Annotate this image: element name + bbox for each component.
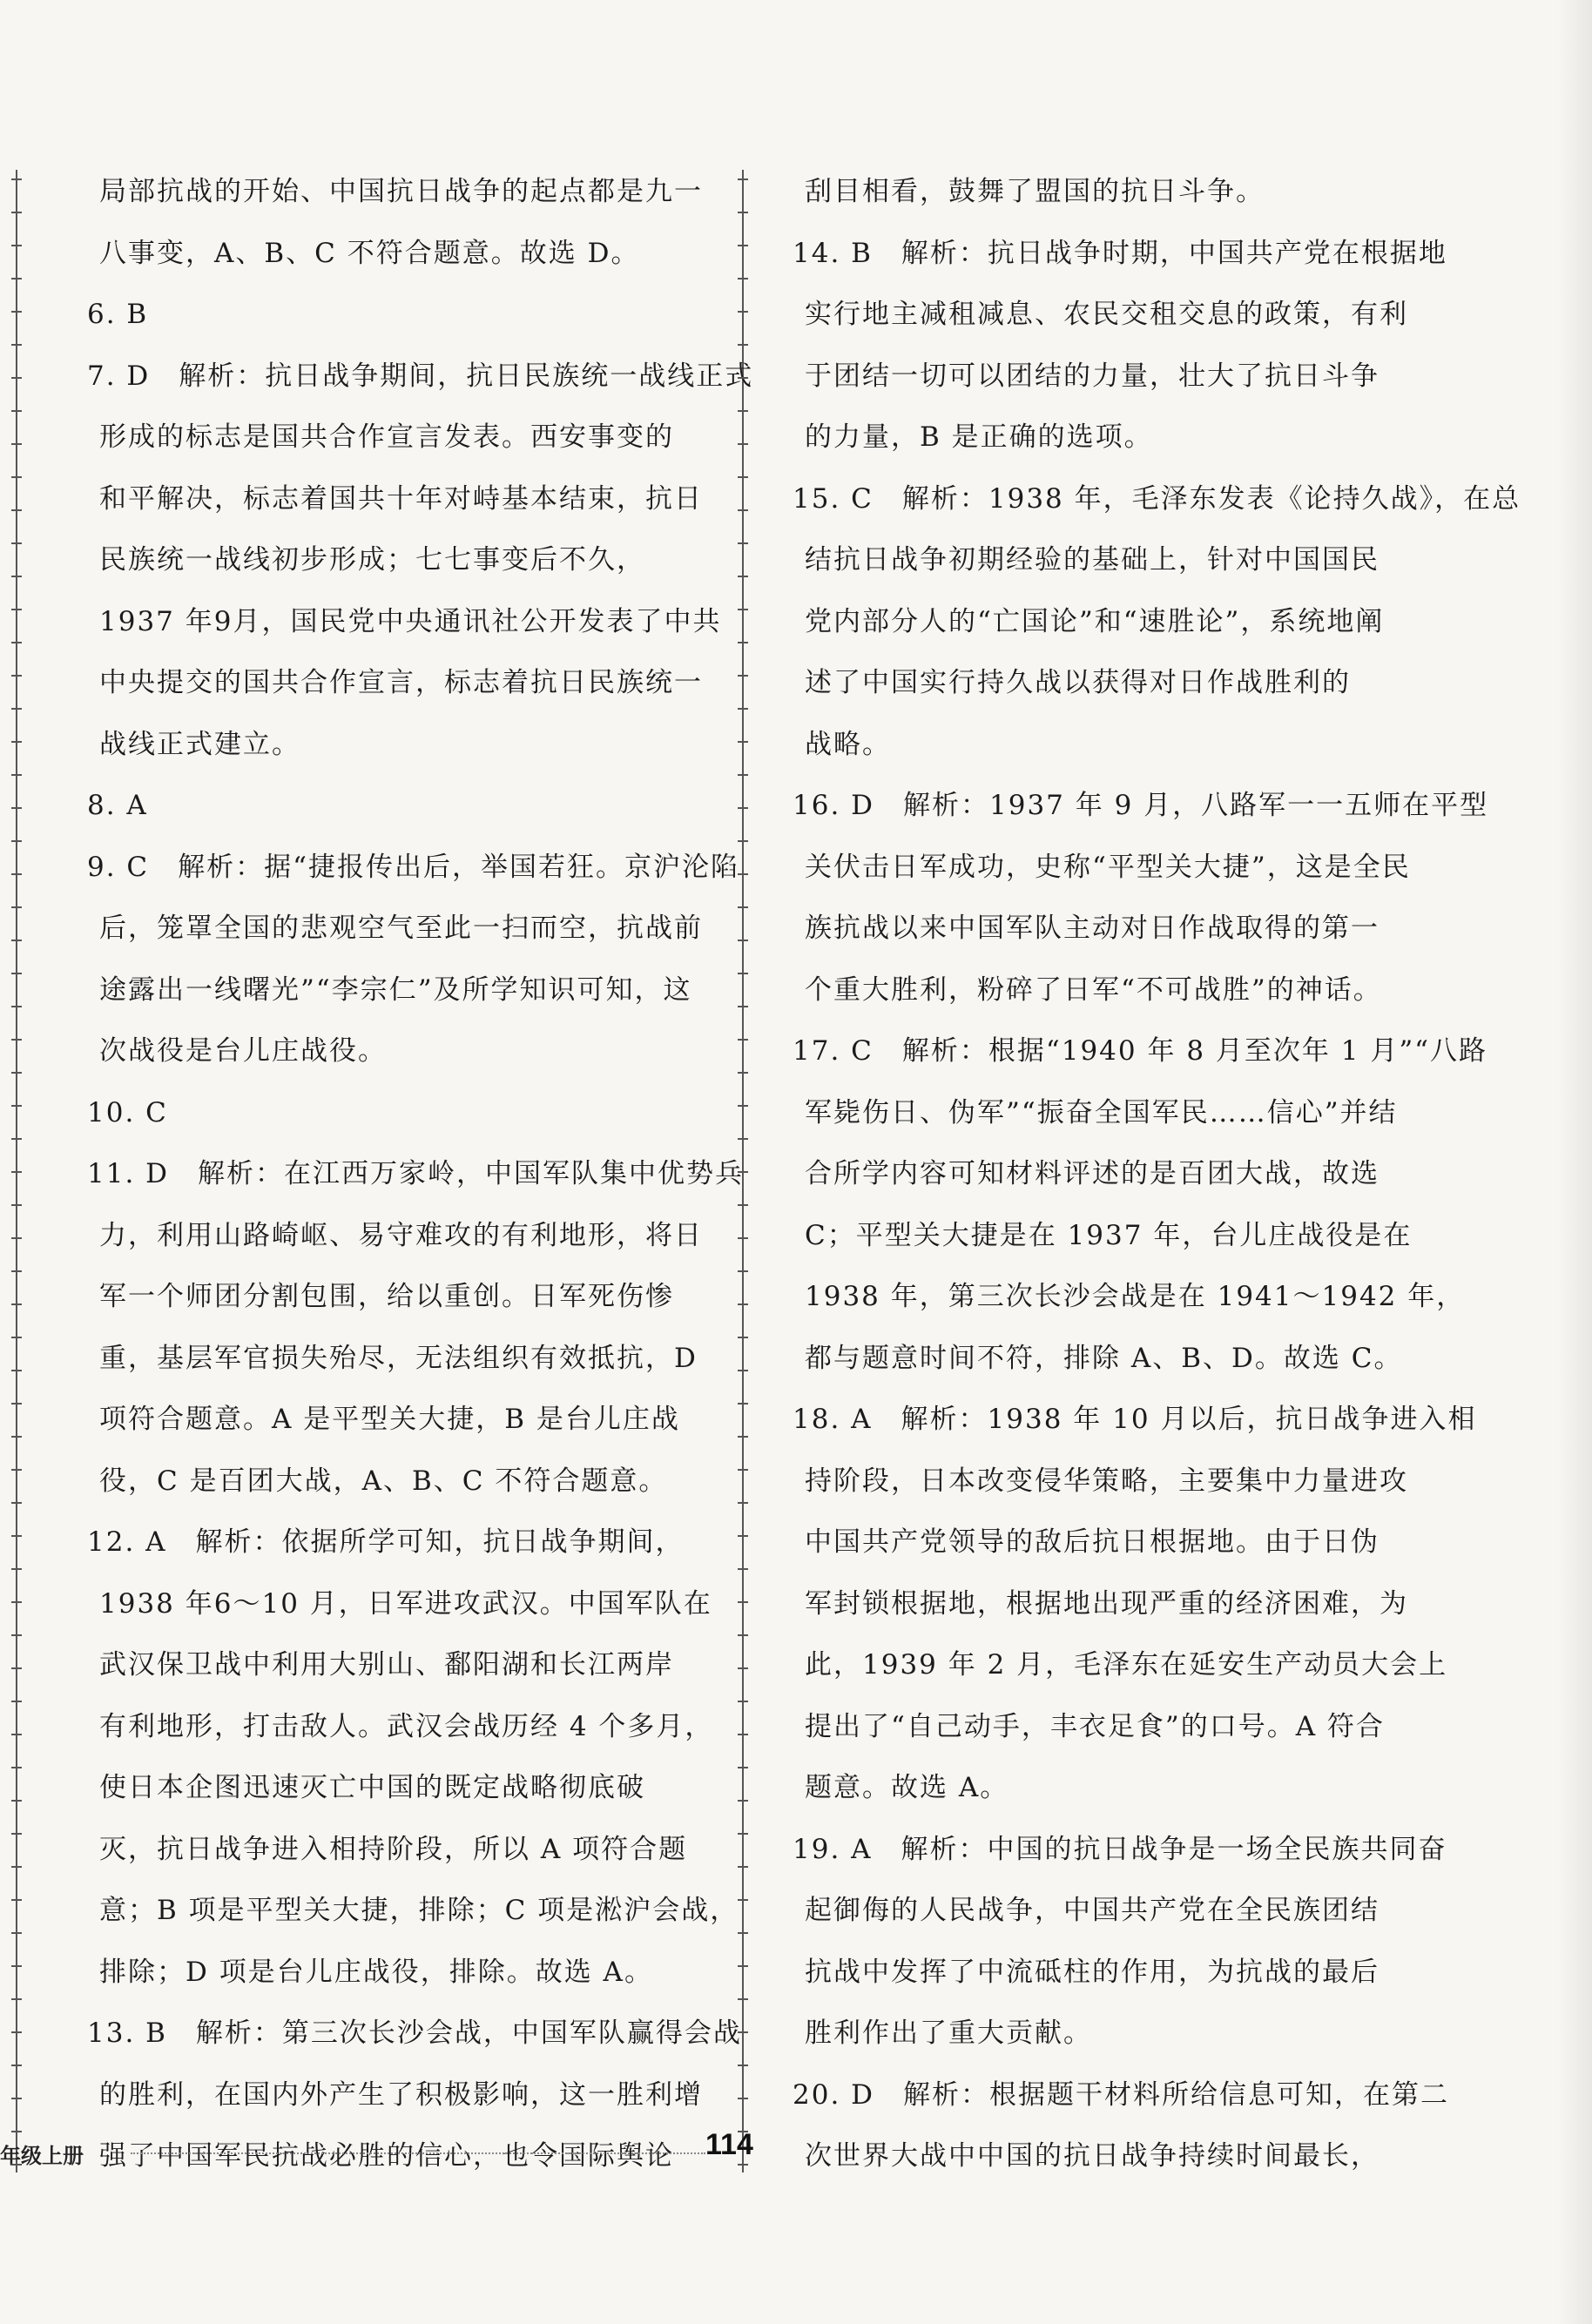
right-answer-line: 都与题意时间不符，排除 A、B、D。故选 C。 (805, 1342, 1403, 1374)
binding-tick (11, 443, 22, 445)
binding-tick (11, 708, 22, 710)
left-answer-line: 1937 年9月，国民党中央通讯社公开发表了中共 (99, 605, 722, 637)
binding-tick (11, 1767, 22, 1768)
right-answer-line: 题意。故选 A。 (805, 1772, 1009, 1803)
binding-tick (738, 2131, 748, 2132)
binding-tick (11, 642, 22, 643)
page-number: 114 (705, 2128, 753, 2161)
left-answer-line: 项符合题意。A 是平型关大捷，B 是台儿庄战 (99, 1404, 680, 1435)
binding-tick (738, 410, 748, 412)
binding-tick (738, 1072, 748, 1074)
binding-tick (11, 1469, 22, 1471)
left-answer-line: 局部抗战的开始、中国抗日战争的起点都是九一 (99, 176, 703, 207)
binding-tick (738, 973, 748, 974)
binding-tick (11, 1171, 22, 1173)
binding-tick (11, 1965, 22, 1967)
binding-tick (11, 2164, 22, 2166)
binding-tick (11, 1601, 22, 1603)
left-answer-line: 和平解决，标志着国共十年对峙基本结束，抗日 (99, 482, 703, 515)
page-edge-shadow (1557, 0, 1592, 2324)
binding-tick (738, 509, 748, 511)
left-answer-line: 武汉保卫战中利用大别山、鄱阳湖和长江两岸 (99, 1649, 674, 1681)
binding-tick (738, 1899, 748, 1901)
left-answer-line: 意；B 项是平型关大捷，排除；C 项是淞沪会战， (99, 1895, 739, 1926)
binding-tick (11, 377, 22, 379)
right-answer-line: 个重大胜利，粉碎了日军“不可战胜”的神话。 (805, 973, 1382, 1006)
binding-tick (738, 1270, 748, 1272)
binding-tick (738, 609, 748, 610)
binding-tick (738, 1105, 748, 1107)
right-answer-line: 胜利作出了重大贡献。 (805, 2018, 1092, 2049)
binding-tick (11, 542, 22, 544)
right-answer-line: 此，1939 年 2 月，毛泽东在延安生产动员大会上 (805, 1649, 1448, 1681)
footer-dotted-rule (131, 2152, 705, 2154)
right-answer-line: 中国共产党领导的敌后抗日根据地。由于日伪 (805, 1526, 1380, 1558)
left-answer-line: 6. B (87, 299, 149, 330)
binding-tick (738, 2164, 748, 2166)
right-answer-line: 18. A 解析：1938 年 10 月以后，抗日战争进入相 (793, 1404, 1477, 1435)
binding-tick (11, 675, 22, 677)
binding-tick (738, 741, 748, 743)
right-answer-line: 17. C 解析：根据“1940 年 8 月至次年 1 月”“八路 (793, 1035, 1488, 1067)
binding-tick (11, 906, 22, 908)
binding-tick (738, 179, 748, 180)
binding-tick (738, 377, 748, 379)
binding-tick (738, 476, 748, 478)
binding-tick (738, 1568, 748, 1570)
binding-tick (11, 2098, 22, 2099)
binding-tick (11, 1072, 22, 1074)
left-answer-line: 8. A (87, 790, 148, 821)
binding-tick (11, 1568, 22, 1570)
right-answer-line: 持阶段，日本改变侵华策略，主要集中力量进攻 (805, 1465, 1408, 1497)
binding-tick (738, 1833, 748, 1835)
binding-tick (11, 973, 22, 974)
binding-tick (11, 1998, 22, 2000)
right-answer-line: 实行地主减租减息、农民交租交息的政策，有利 (805, 299, 1408, 330)
binding-tick (738, 1800, 748, 1802)
binding-tick (738, 2065, 748, 2066)
binding-tick (738, 443, 748, 445)
right-answer-line: 1938 年，第三次长沙会战是在 1941～1942 年， (805, 1281, 1466, 1312)
binding-tick (738, 1767, 748, 1768)
right-answer-line: 次世界大战中中国的抗日战争持续时间最长， (805, 2140, 1380, 2172)
binding-tick (11, 278, 22, 280)
binding-tick (11, 1303, 22, 1305)
binding-tick (11, 873, 22, 875)
binding-tick (738, 1502, 748, 1504)
binding-tick (11, 1667, 22, 1669)
binding-tick (11, 1370, 22, 1371)
right-answer-line: 刮目相看，鼓舞了盟国的抗日斗争。 (805, 176, 1265, 207)
binding-tick (11, 410, 22, 412)
right-answer-line: 结抗日战争初期经验的基础上，针对中国国民 (805, 544, 1380, 576)
right-column (793, 161, 1521, 2187)
right-answer-line: 15. C 解析：1938 年，毛泽东发表《论持久战》，在总 (793, 482, 1521, 515)
binding-tick (11, 1436, 22, 1438)
binding-tick (11, 476, 22, 478)
binding-tick (738, 940, 748, 941)
right-answer-line: 16. D 解析：1937 年 9 月，八路军一一五师在平型 (793, 790, 1489, 821)
right-answer-line: 军封锁根据地，根据地出现严重的经济困难，为 (805, 1587, 1408, 1620)
binding-tick (738, 542, 748, 544)
binding-tick (738, 1932, 748, 1934)
binding-tick (738, 2031, 748, 2033)
binding-tick (11, 1866, 22, 1868)
binding-tick (738, 1039, 748, 1041)
left-answer-line: 10. C (87, 1096, 168, 1128)
left-answer-line: 八事变，A、B、C 不符合题意。故选 D。 (99, 237, 640, 269)
binding-tick (738, 807, 748, 809)
binding-tick (11, 774, 22, 776)
binding-tick (738, 1370, 748, 1371)
binding-tick (738, 311, 748, 313)
binding-tick (738, 1171, 748, 1173)
binding-tick (11, 1634, 22, 1636)
binding-tick (738, 278, 748, 280)
binding-tick (738, 1998, 748, 2000)
right-answer-line: 述了中国实行持久战以获得对日作战胜利的 (805, 667, 1351, 698)
binding-tick (738, 576, 748, 577)
binding-tick (11, 1138, 22, 1140)
binding-tick (11, 1006, 22, 1007)
binding-tick (11, 344, 22, 346)
right-answer-line: 提出了“自己动手，丰衣足食”的口号。A 符合 (805, 1710, 1385, 1742)
binding-tick (11, 1204, 22, 1206)
binding-tick (11, 576, 22, 577)
binding-tick (11, 1105, 22, 1107)
left-answer-line: 排除；D 项是台儿庄战役，排除。故选 A。 (99, 1956, 653, 1988)
binding-tick (11, 1932, 22, 1934)
left-answer-line: 灭，抗日战争进入相持阶段，所以 A 项符合题 (99, 1833, 688, 1865)
left-answer-line: 使日本企图迅速灭亡中国的既定战略彻底破 (99, 1772, 645, 1803)
binding-tick (11, 509, 22, 511)
footer-book-label: 年级上册 (0, 2145, 84, 2168)
binding-tick (738, 212, 748, 213)
binding-tick (738, 1634, 748, 1636)
binding-tick (11, 1403, 22, 1405)
binding-tick (11, 2031, 22, 2033)
binding-tick (738, 642, 748, 643)
binding-tick (11, 1237, 22, 1239)
binding-tick (11, 1899, 22, 1901)
left-answer-line: 7. D 解析：抗日战争期间，抗日民族统一战线正式 (87, 360, 754, 392)
left-answer-line: 11. D 解析：在江西万家岭，中国军队集中优势兵 (87, 1158, 745, 1189)
left-answer-line: 12. A 解析：依据所学可知，抗日战争期间， (87, 1526, 685, 1558)
binding-tick (738, 675, 748, 677)
left-answer-line: 1938 年6～10 月，日军进攻武汉。中国军队在 (99, 1587, 712, 1620)
right-answer-line: 起御侮的人民战争，中国共产党在全民族团结 (805, 1895, 1380, 1926)
left-answer-line: 后，笼罩全国的悲观空气至此一扫而空，抗战前 (99, 913, 703, 944)
binding-tick (738, 1303, 748, 1305)
right-answer-line: 的力量，B 是正确的选项。 (805, 421, 1153, 453)
binding-tick (738, 1138, 748, 1140)
binding-tick (738, 1469, 748, 1471)
binding-tick (11, 2131, 22, 2132)
left-answer-line: 形成的标志是国共合作宣言发表。西安事变的 (99, 421, 674, 453)
binding-tick (11, 1535, 22, 1537)
left-answer-line: 战线正式建立。 (99, 728, 300, 760)
binding-tick (11, 1833, 22, 1835)
binding-tick (738, 1337, 748, 1338)
left-answer-line: 途露出一线曙光”“李宗仁”及所学知识可知，这 (99, 973, 692, 1006)
binding-tick (11, 1039, 22, 1041)
left-answer-line: 军一个师团分割包围，给以重创。日军死伤惨 (99, 1281, 674, 1312)
binding-tick (738, 1535, 748, 1537)
right-answer-line: 19. A 解析：中国的抗日战争是一场全民族共同奋 (793, 1833, 1447, 1865)
right-answer-line: C；平型关大捷是在 1937 年，台儿庄战役是在 (805, 1219, 1413, 1251)
binding-tick (738, 1734, 748, 1735)
binding-tick (738, 1667, 748, 1669)
left-answer-line: 役，C 是百团大战，A、B、C 不符合题意。 (99, 1465, 668, 1497)
binding-tick (738, 1006, 748, 1007)
right-answer-line: 于团结一切可以团结的力量，壮大了抗日斗争 (805, 360, 1380, 392)
right-answer-line: 军毙伤日、伪军”“振奋全国军民……信心”并结 (805, 1096, 1398, 1128)
left-answer-line: 13. B 解析：第三次长沙会战，中国军队赢得会战 (87, 2018, 742, 2049)
binding-tick (11, 741, 22, 743)
left-answer-line: 有利地形，打击敌人。武汉会战历经 4 个多月， (99, 1710, 714, 1742)
left-answer-line: 次战役是台儿庄战役。 (99, 1035, 387, 1067)
binding-tick (738, 1436, 748, 1438)
binding-tick (738, 2098, 748, 2099)
binding-tick (11, 179, 22, 180)
right-answer-line: 14. B 解析：抗日战争时期，中国共产党在根据地 (793, 237, 1447, 269)
binding-tick (738, 344, 748, 346)
right-answer-line: 族抗战以来中国军队主动对日作战取得的第一 (805, 913, 1380, 944)
page-footer (0, 2125, 1592, 2186)
binding-tick (11, 1270, 22, 1272)
right-answer-line: 20. D 解析：根据题干材料所给信息可知，在第二 (793, 2078, 1450, 2111)
right-answer-line: 合所学内容可知材料评述的是百团大战，故选 (805, 1158, 1380, 1189)
binding-tick (738, 1866, 748, 1868)
left-answer-line: 力，利用山路崎岖、易守难攻的有利地形，将日 (99, 1219, 703, 1251)
binding-tick (11, 245, 22, 246)
binding-tick (11, 212, 22, 213)
binding-tick (738, 906, 748, 908)
binding-tick (11, 1502, 22, 1504)
binding-tick (11, 1337, 22, 1338)
binding-tick (11, 1701, 22, 1702)
binding-tick (738, 245, 748, 246)
binding-tick (11, 940, 22, 941)
binding-tick (11, 311, 22, 313)
binding-tick (11, 840, 22, 842)
binding-tick (738, 1965, 748, 1967)
binding-tick (11, 807, 22, 809)
right-answer-line: 党内部分人的“亡国论”和“速胜论”，系统地阐 (805, 605, 1385, 637)
binding-tick (11, 2065, 22, 2066)
binding-tick (11, 1800, 22, 1802)
binding-tick (738, 840, 748, 842)
right-answer-line: 抗战中发挥了中流砥柱的作用，为抗战的最后 (805, 1956, 1380, 1988)
binding-tick (11, 609, 22, 610)
binding-tick (11, 1734, 22, 1735)
binding-tick (738, 774, 748, 776)
binding-tick (738, 1204, 748, 1206)
binding-tick (738, 708, 748, 710)
left-answer-line: 9. C 解析：据“捷报传出后，举国若狂。京沪沦陷 (87, 851, 739, 883)
binding-tick (738, 1237, 748, 1239)
left-answer-line: 重，基层军官损失殆尽，无法组织有效抵抗，D (99, 1342, 698, 1374)
right-answer-line: 战略。 (805, 728, 891, 760)
left-answer-line: 中央提交的国共合作宣言，标志着抗日民族统一 (99, 667, 703, 698)
left-answer-line: 的胜利，在国内外产生了积极影响，这一胜利增 (99, 2078, 703, 2111)
binding-tick (738, 1601, 748, 1603)
binding-tick (738, 1403, 748, 1405)
binding-tick (738, 1701, 748, 1702)
binding-tick (738, 873, 748, 875)
left-answer-line: 民族统一战线初步形成；七七事变后不久， (99, 544, 645, 576)
left-answer-line: 强了中国军民抗战必胜的信心，也令国际舆论 (99, 2140, 674, 2172)
right-answer-line: 关伏击日军成功，史称“平型关大捷”，这是全民 (805, 851, 1411, 883)
